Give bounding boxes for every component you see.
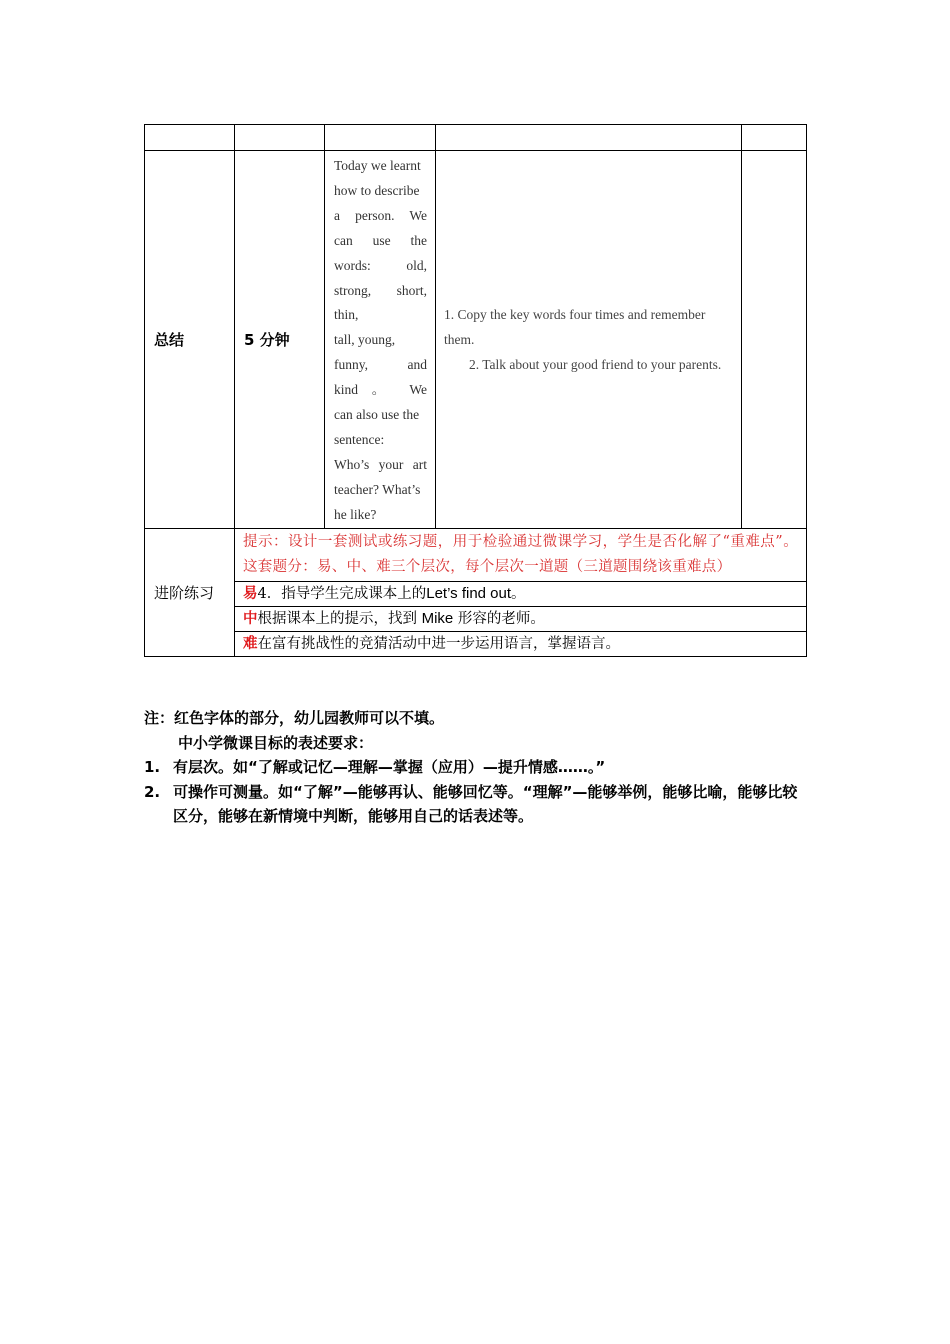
- homework-cell: [436, 151, 742, 529]
- summary-line: thin,: [334, 307, 359, 323]
- summary-line: teacher? What’s: [334, 481, 421, 497]
- practice-hint: 提示：设计一套测试或练习题，用于检验通过微课学习，学生是否化解了“重难点”。这套题分：易、中、难三个层次，每个层次一道题（三道题围绕该重难点）: [235, 528, 807, 581]
- summary-line: how to describe: [334, 182, 420, 198]
- practice-hard: [235, 631, 807, 656]
- note-line-2: 中小学微课目标的表述要求：: [178, 733, 374, 752]
- note-item-1: [144, 755, 808, 780]
- hard-text: 在富有挑战性的竞猜活动中进一步运用语言，掌握语言。: [257, 635, 620, 652]
- summary-line: tall, young,: [334, 332, 396, 348]
- homework-item-2: 2. Talk about your good friend to your parents.: [469, 356, 722, 372]
- summary-line: kind 。 We: [334, 382, 427, 398]
- summary-line: can use the: [334, 232, 427, 248]
- note-item-text: 有层次。如“了解或记忆—理解—掌握（应用）—提升情感……。”: [173, 758, 606, 776]
- empty-cell: [235, 125, 325, 151]
- summary-row: [145, 151, 807, 529]
- stage-label: 总结: [145, 151, 235, 529]
- summary-line: funny, and: [334, 357, 427, 373]
- hard-tag: 难: [243, 634, 258, 652]
- empty-cell: [436, 125, 742, 151]
- summary-line: Today we learnt: [334, 158, 421, 173]
- summary-text: [325, 151, 436, 529]
- summary-line: sentence:: [334, 431, 385, 447]
- homework-item-1: 1. Copy the key words four times and remember them.: [444, 306, 706, 347]
- easy-text-end: 。: [511, 585, 526, 602]
- summary-line: Who’s your art: [334, 456, 427, 472]
- summary-line: can also use the: [334, 407, 420, 423]
- notes-list: [144, 755, 808, 829]
- practice-easy: [235, 581, 807, 606]
- note-item-number: 1.: [144, 758, 161, 776]
- easy-tag: 易: [243, 584, 258, 602]
- summary-line: he like?: [334, 506, 377, 522]
- duration-label: 5 分钟: [235, 151, 325, 529]
- medium-text: 根据课本上的提示，找到: [257, 610, 417, 627]
- summary-line: strong, short,: [334, 282, 427, 298]
- practice-easy-row: [145, 581, 807, 606]
- summary-line: words: old,: [334, 257, 427, 273]
- note-item-number: 2.: [144, 782, 161, 801]
- empty-cell: [145, 125, 235, 151]
- empty-header-row: [145, 125, 807, 151]
- practice-label: 进阶练习: [145, 528, 235, 656]
- empty-cell: [325, 125, 436, 151]
- note-item-text: 可操作可测量。如“了解”—能够再认、能够回忆等。“理解”—能够举例，能够比喻，能够比较区分，能够在新情境中判断，能够用自己的话表述等。: [173, 782, 798, 825]
- empty-cell: [742, 151, 807, 529]
- lesson-plan-table: [144, 124, 807, 657]
- practice-hard-row: [145, 631, 807, 656]
- easy-text: 4．指导学生完成课本上的: [257, 585, 427, 602]
- summary-line: a person. We: [334, 207, 427, 223]
- note-line-1: 注：红色字体的部分，幼儿园教师可以不填。: [144, 709, 445, 727]
- notes-section: [144, 706, 808, 829]
- practice-medium: [235, 606, 807, 631]
- medium-tag: 中: [243, 609, 258, 627]
- easy-text-latin: Let’s find out: [426, 584, 512, 602]
- medium-text-end: 形容的老师。: [457, 610, 545, 627]
- practice-medium-row: [145, 606, 807, 631]
- empty-cell: [742, 125, 807, 151]
- medium-text-latin: Mike: [421, 609, 454, 627]
- practice-hint-row: [145, 528, 807, 581]
- note-item-2: [144, 780, 808, 829]
